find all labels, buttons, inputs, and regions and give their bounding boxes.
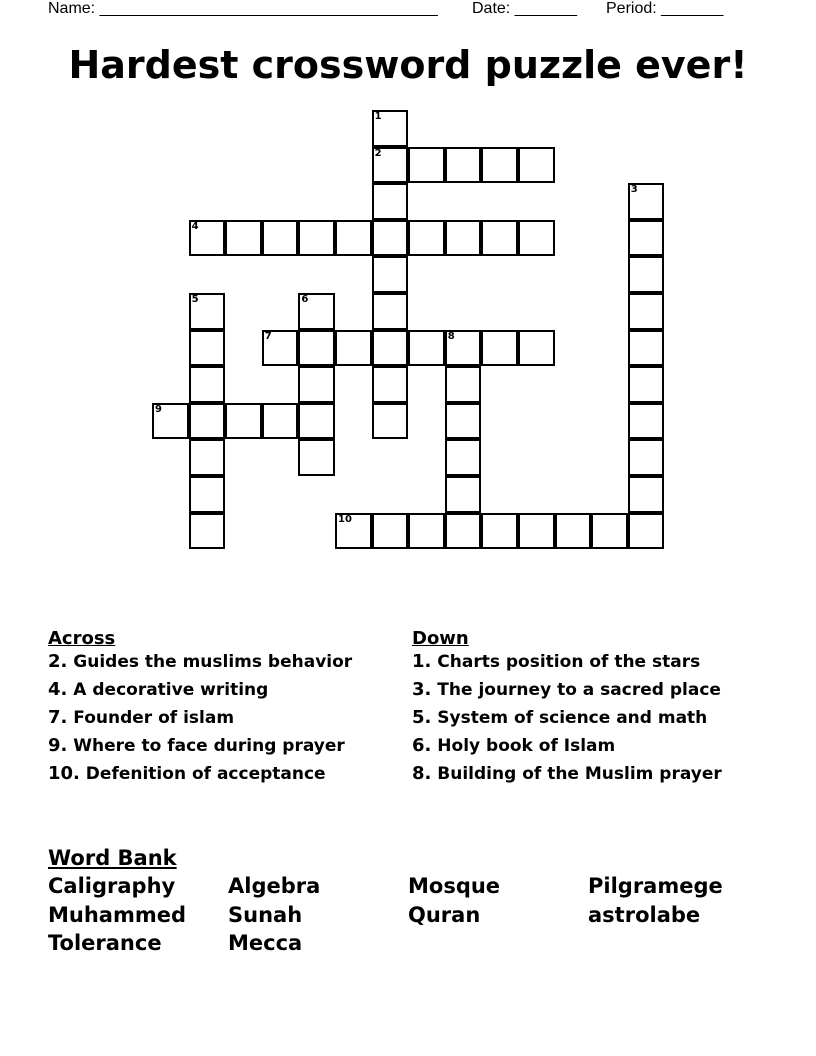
crossword-cell[interactable] [628, 293, 665, 330]
crossword-cell[interactable] [372, 220, 409, 257]
word-bank-word: Mecca [228, 931, 303, 955]
word-bank-word: Muhammed [48, 903, 187, 927]
crossword-cell[interactable] [298, 220, 335, 257]
clue-number: 8 [447, 330, 455, 342]
clue-number: 9 [155, 403, 162, 415]
clue [48, 736, 393, 756]
crossword-cell[interactable] [372, 183, 409, 220]
crossword-cell[interactable] [445, 330, 482, 367]
clue-text: The journey to a sacred place [431, 680, 721, 700]
period-field[interactable]: Period: _______ [606, 0, 724, 17]
name-field[interactable]: Name: ______________________________________ [48, 0, 438, 17]
crossword-cell[interactable] [481, 147, 518, 184]
clue-text: Founder of islam [67, 708, 235, 728]
page-title: Hardest crossword puzzle ever! [68, 43, 748, 87]
crossword-cell[interactable] [408, 220, 445, 257]
clue-text: Holy book of Islam [431, 736, 616, 756]
clue-number: 6 [301, 294, 309, 305]
clue-number: 4 [191, 220, 199, 232]
across-heading: Across [48, 628, 116, 649]
clue [412, 680, 757, 700]
crossword-cell[interactable] [555, 513, 592, 550]
crossword-cell[interactable] [298, 330, 335, 367]
clue-number: 3 [630, 184, 638, 196]
clue [412, 736, 757, 756]
crossword-cell[interactable] [408, 330, 445, 367]
crossword-cell[interactable] [518, 220, 555, 257]
word-bank-word: astrolabe [588, 903, 701, 927]
crossword-cell[interactable] [189, 513, 226, 550]
crossword-cell[interactable] [372, 147, 409, 184]
clue [412, 764, 757, 784]
crossword-cell[interactable] [372, 110, 409, 147]
clue-text: System of science and math [431, 708, 708, 728]
clue [412, 652, 757, 672]
crossword-cell[interactable] [372, 513, 409, 550]
crossword-cell[interactable] [408, 513, 445, 550]
crossword-cell[interactable] [518, 147, 555, 184]
clue-number: 2 [374, 147, 382, 159]
word-bank-word: Tolerance [48, 931, 162, 955]
crossword-cell[interactable] [372, 366, 409, 403]
clue-number-label: 2. [48, 651, 68, 672]
crossword-cell[interactable] [518, 330, 555, 367]
crossword-cell[interactable] [298, 293, 335, 330]
clue-number-label: 4. [48, 679, 68, 700]
crossword-cell[interactable] [335, 220, 372, 257]
clue [48, 680, 393, 700]
word-bank-word: Pilgramege [588, 874, 723, 898]
word-bank-word: Mosque [408, 874, 501, 898]
clue-number: 7 [264, 330, 272, 342]
crossword-cell[interactable] [225, 220, 262, 257]
clue [412, 708, 757, 728]
clue-number: 5 [191, 294, 199, 305]
clue-number-label: 7. [48, 707, 68, 728]
clue-number: 10 [338, 513, 352, 525]
clue-number-label: 3. [412, 679, 432, 700]
across-clues [48, 628, 393, 792]
crossword-cell[interactable] [445, 403, 482, 440]
clue-number-label: 10. [48, 763, 80, 784]
clue-text: Guides the muslims behavior [67, 652, 353, 672]
crossword-cell[interactable] [445, 513, 482, 550]
crossword-cell[interactable] [591, 513, 628, 550]
crossword-cell[interactable] [628, 256, 665, 293]
crossword-cell[interactable] [518, 513, 555, 550]
crossword-cell[interactable] [445, 147, 482, 184]
crossword-cell[interactable] [628, 330, 665, 367]
clue-text: Where to face during prayer [67, 736, 345, 756]
crossword-cell[interactable] [298, 439, 335, 476]
crossword-cell[interactable] [189, 366, 226, 403]
clue [48, 708, 393, 728]
clue [48, 764, 393, 784]
down-clues [412, 628, 757, 792]
clue-text: Defenition of acceptance [79, 764, 326, 784]
clue-number-label: 6. [412, 735, 432, 756]
date-field[interactable]: Date: _______ [472, 0, 577, 17]
crossword-cell[interactable] [481, 220, 518, 257]
crossword-cell[interactable] [189, 403, 226, 440]
clue-number-label: 8. [412, 763, 432, 784]
crossword-cell[interactable] [628, 220, 665, 257]
word-bank-word: Sunah [228, 903, 303, 927]
clue-text: A decorative writing [67, 680, 269, 700]
crossword-cell[interactable] [335, 513, 372, 550]
crossword-cell[interactable] [408, 147, 445, 184]
crossword-cell[interactable] [189, 330, 226, 367]
crossword-cell[interactable] [445, 220, 482, 257]
crossword-cell[interactable] [372, 256, 409, 293]
crossword-cell[interactable] [298, 403, 335, 440]
crossword-cell[interactable] [189, 293, 226, 330]
crossword-cell[interactable] [628, 476, 665, 513]
crossword-cell[interactable] [372, 403, 409, 440]
word-bank-word: Algebra [228, 874, 321, 898]
crossword-cell[interactable] [335, 330, 372, 367]
clue-number-label: 5. [412, 707, 432, 728]
crossword-cell[interactable] [628, 403, 665, 440]
clue-text: Building of the Muslim prayer [431, 764, 722, 784]
crossword-cell[interactable] [262, 403, 299, 440]
clue [48, 652, 393, 672]
crossword-cell[interactable] [189, 220, 226, 257]
crossword-cell[interactable] [372, 330, 409, 367]
crossword-cell[interactable] [152, 403, 189, 440]
crossword-cell[interactable] [372, 293, 409, 330]
crossword-cell[interactable] [445, 439, 482, 476]
crossword-cell[interactable] [628, 513, 665, 550]
crossword-cell[interactable] [481, 513, 518, 550]
crossword-cell[interactable] [628, 183, 665, 220]
word-bank-word: Quran [408, 903, 481, 927]
down-heading: Down [412, 628, 469, 649]
word-bank-word: Caligraphy [48, 874, 176, 898]
crossword-cell[interactable] [262, 220, 299, 257]
crossword-cell[interactable] [298, 366, 335, 403]
crossword-cell[interactable] [189, 439, 226, 476]
crossword-cell[interactable] [628, 439, 665, 476]
word-bank-heading: Word Bank [48, 846, 177, 870]
clue-text: Charts position of the stars [431, 652, 701, 672]
clue-number-label: 9. [48, 735, 68, 756]
crossword-cell[interactable] [628, 366, 665, 403]
crossword-cell[interactable] [445, 366, 482, 403]
crossword-cell[interactable] [481, 330, 518, 367]
clue-number-label: 1. [412, 651, 432, 672]
clue-number: 1 [374, 111, 382, 122]
crossword-cell[interactable] [445, 476, 482, 513]
crossword-cell[interactable] [189, 476, 226, 513]
crossword-cell[interactable] [262, 330, 299, 367]
crossword-cell[interactable] [225, 403, 262, 440]
